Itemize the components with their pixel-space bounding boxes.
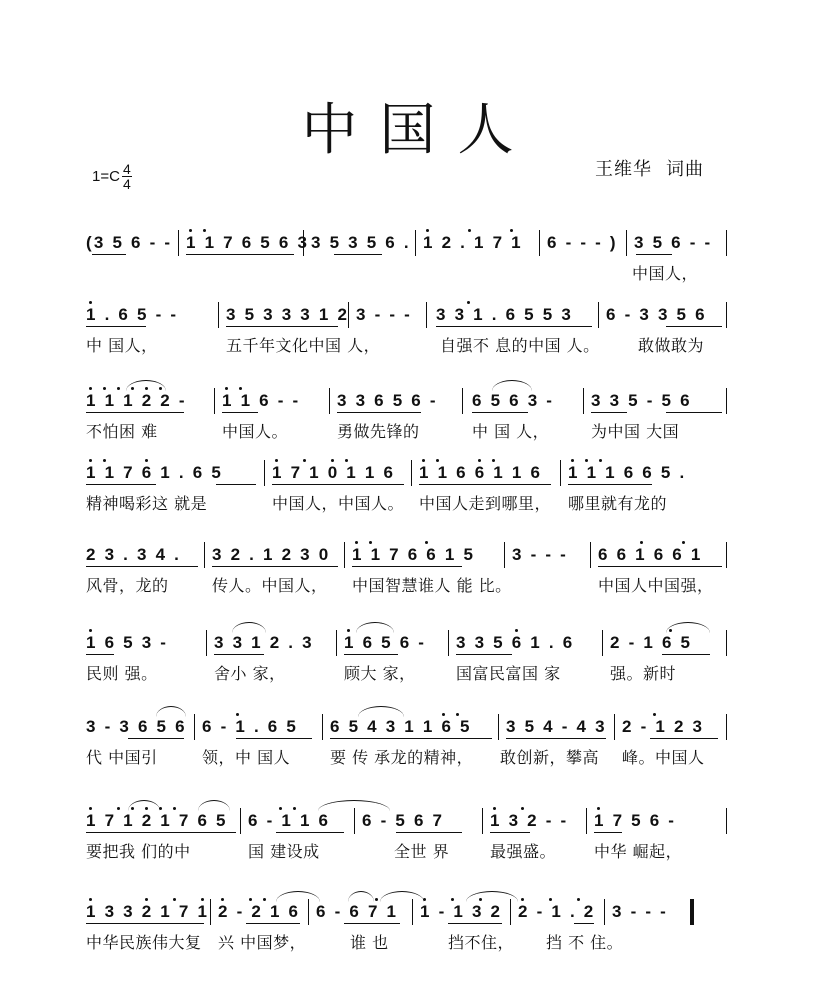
lyric: 中国人中国强， bbox=[598, 576, 714, 595]
measure: 1 1 1 2 2 - bbox=[86, 391, 187, 410]
bar-line bbox=[598, 302, 599, 328]
bar-line bbox=[726, 542, 727, 568]
underline bbox=[86, 923, 204, 924]
credit-role: 词曲 bbox=[666, 159, 704, 180]
notes-row bbox=[86, 540, 728, 570]
bar-line bbox=[604, 899, 605, 925]
bar-line bbox=[482, 808, 483, 834]
measure: 2 3 . 3 4 . bbox=[86, 545, 182, 564]
lyric: 国 建设成 bbox=[248, 842, 320, 861]
lyric: 全世 界 bbox=[394, 842, 450, 861]
underline bbox=[186, 254, 294, 255]
lyric: 风骨，龙的 bbox=[86, 576, 169, 595]
octave-dot bbox=[479, 898, 482, 901]
lyric: 中 国人， bbox=[86, 336, 158, 355]
underline bbox=[86, 412, 184, 413]
measure: 2 - 1 6 5 bbox=[610, 633, 693, 652]
bar-line bbox=[178, 230, 179, 256]
measure: (3 5 6 - - bbox=[86, 233, 173, 252]
octave-dot bbox=[131, 387, 134, 390]
underline bbox=[436, 326, 592, 327]
octave-dot bbox=[89, 898, 92, 901]
bar-line bbox=[586, 808, 587, 834]
octave-dot bbox=[585, 459, 588, 462]
bar-line bbox=[354, 808, 355, 834]
underline bbox=[666, 326, 722, 327]
underline bbox=[506, 738, 606, 739]
underline bbox=[86, 566, 198, 567]
octave-dot bbox=[436, 459, 439, 462]
octave-dot bbox=[577, 898, 580, 901]
octave-dot bbox=[331, 459, 334, 462]
measure: 3 3 1 2 . 3 bbox=[214, 633, 314, 652]
lyric: 舍小 家， bbox=[214, 664, 286, 683]
lyric: 中华 崛起， bbox=[594, 842, 683, 861]
underline bbox=[490, 832, 530, 833]
bar-line bbox=[614, 714, 615, 740]
score-line bbox=[86, 386, 728, 444]
octave-dot bbox=[203, 229, 206, 232]
bar-line bbox=[539, 230, 540, 256]
octave-dot bbox=[303, 459, 306, 462]
octave-dot bbox=[640, 541, 643, 544]
score-line bbox=[86, 540, 728, 598]
octave-dot bbox=[422, 459, 425, 462]
lyrics-row bbox=[86, 746, 728, 770]
lyric: 敢创新，攀高 bbox=[500, 748, 600, 767]
song-title: 中国人 bbox=[301, 98, 536, 163]
measure: 3 5 4 - 4 3 bbox=[506, 717, 607, 736]
measure: 2 - 1 . 2 bbox=[518, 902, 596, 921]
underline bbox=[246, 923, 300, 924]
octave-dot bbox=[426, 229, 429, 232]
measure: 1 6 5 3 - bbox=[86, 633, 169, 652]
octave-dot bbox=[145, 459, 148, 462]
lyric: 挡 不 住。 bbox=[546, 933, 624, 952]
lyrics-row bbox=[86, 420, 728, 444]
lyric: 中国人走到哪里， bbox=[419, 494, 552, 513]
octave-dot bbox=[89, 301, 92, 304]
octave-dot bbox=[492, 459, 495, 462]
bar-line bbox=[726, 388, 727, 414]
measure: 3 3 5 - 5 6 bbox=[591, 391, 692, 410]
octave-dot bbox=[89, 629, 92, 632]
bar-line bbox=[214, 388, 215, 414]
lyric: 兴 中国梦， bbox=[218, 933, 307, 952]
lyrics-row bbox=[86, 262, 728, 286]
octave-dot bbox=[468, 229, 471, 232]
measure: 1 7 1 0 1 1 6 bbox=[272, 463, 396, 482]
lyric: 要 传 承龙的精神， bbox=[330, 748, 474, 767]
measure: 6 - 5 6 7 bbox=[362, 811, 445, 830]
lyrics-row bbox=[86, 492, 728, 516]
octave-dot bbox=[293, 807, 296, 810]
bar-line bbox=[510, 899, 511, 925]
time-bottom: 4 bbox=[122, 176, 131, 192]
notes-row bbox=[86, 228, 728, 258]
score-line bbox=[86, 458, 728, 516]
octave-dot bbox=[103, 387, 106, 390]
score-line bbox=[86, 806, 728, 864]
octave-dot bbox=[236, 713, 239, 716]
octave-dot bbox=[355, 541, 358, 544]
octave-dot bbox=[521, 898, 524, 901]
octave-dot bbox=[173, 807, 176, 810]
underline bbox=[214, 654, 264, 655]
measure: 3 - - - bbox=[612, 902, 669, 921]
lyrics-row bbox=[86, 334, 728, 358]
octave-dot bbox=[89, 807, 92, 810]
octave-dot bbox=[375, 898, 378, 901]
octave-dot bbox=[145, 387, 148, 390]
bar-line bbox=[726, 230, 727, 256]
slur bbox=[156, 706, 186, 717]
bar-line bbox=[218, 302, 219, 328]
score-line bbox=[86, 897, 728, 955]
octave-dot bbox=[239, 387, 242, 390]
measure: 1 1 6 6 1 1 6 bbox=[419, 463, 543, 482]
measure: 1 7 5 6 - bbox=[594, 811, 677, 830]
bar-line bbox=[726, 714, 727, 740]
octave-dot bbox=[467, 301, 470, 304]
lyric: 中国智慧谁人 能 比。 bbox=[352, 576, 512, 595]
bar-line bbox=[726, 302, 727, 328]
lyric: 领，中 国人 bbox=[202, 748, 291, 767]
octave-dot bbox=[117, 807, 120, 810]
bar-line bbox=[204, 542, 205, 568]
bar-line bbox=[462, 388, 463, 414]
bar-line bbox=[590, 542, 591, 568]
underline bbox=[276, 832, 344, 833]
octave-dot bbox=[275, 459, 278, 462]
key-prefix: 1=C bbox=[92, 168, 120, 185]
underline bbox=[636, 254, 672, 255]
underline bbox=[650, 738, 718, 739]
lyrics-row bbox=[86, 662, 728, 686]
bar-line bbox=[583, 388, 584, 414]
measure: 6 6 1 6 6 1 bbox=[598, 545, 703, 564]
measure: 1 - 1 3 2 bbox=[420, 902, 503, 921]
bar-line bbox=[344, 542, 345, 568]
final-bar-line bbox=[690, 899, 694, 925]
lyric: 精神喝彩这 就是 bbox=[86, 494, 208, 513]
underline bbox=[568, 484, 652, 485]
lyric: 中国人， bbox=[632, 264, 699, 283]
underline bbox=[236, 738, 312, 739]
key-signature bbox=[92, 162, 132, 191]
octave-dot bbox=[493, 807, 496, 810]
measure: 1 . 6 5 - - bbox=[86, 305, 179, 324]
measure: 6 - 6 7 1 bbox=[316, 902, 399, 921]
octave-dot bbox=[478, 459, 481, 462]
measure: 6 - 1 1 6 bbox=[248, 811, 331, 830]
octave-dot bbox=[521, 807, 524, 810]
slur bbox=[466, 891, 518, 902]
octave-dot bbox=[201, 898, 204, 901]
slur bbox=[232, 622, 266, 633]
lyric: 中华民族伟大复 bbox=[86, 933, 202, 952]
underline bbox=[86, 484, 156, 485]
underline bbox=[662, 654, 710, 655]
octave-dot bbox=[597, 807, 600, 810]
bar-line bbox=[264, 460, 265, 486]
octave-dot bbox=[549, 898, 552, 901]
bar-line bbox=[726, 630, 727, 656]
bar-line bbox=[206, 630, 207, 656]
measure: 6 - 1 . 6 5 bbox=[202, 717, 299, 736]
lyric: 传人。中国人， bbox=[212, 576, 328, 595]
measure: 1 1 1 6 6 5 . bbox=[568, 463, 687, 482]
octave-dot bbox=[159, 807, 162, 810]
notes-row bbox=[86, 386, 728, 416]
octave-dot bbox=[117, 387, 120, 390]
lyric: 中国人。 bbox=[222, 422, 289, 441]
bar-line bbox=[240, 808, 241, 834]
notes-row bbox=[86, 628, 728, 658]
lyrics-row bbox=[86, 840, 728, 864]
lyric: 挡不住， bbox=[448, 933, 515, 952]
score-line bbox=[86, 300, 728, 358]
octave-dot bbox=[451, 898, 454, 901]
underline bbox=[352, 566, 462, 567]
slur bbox=[318, 800, 390, 811]
measure: 6 5 4 3 1 1 6 5 bbox=[330, 717, 472, 736]
lyric: 为中国 大国 bbox=[591, 422, 680, 441]
octave-dot bbox=[345, 459, 348, 462]
underline bbox=[86, 654, 114, 655]
octave-dot bbox=[173, 898, 176, 901]
measure: 3 2 . 1 2 3 0 bbox=[212, 545, 331, 564]
measure: 3 5 6 - - bbox=[634, 233, 713, 252]
bar-line bbox=[329, 388, 330, 414]
octave-dot bbox=[571, 459, 574, 462]
measure: 1 3 2 - - bbox=[490, 811, 569, 830]
measure: 1 7 1 2 1 7 6 5 bbox=[86, 811, 228, 830]
underline bbox=[666, 412, 722, 413]
measure: 2 - 1 2 3 bbox=[622, 717, 705, 736]
underline bbox=[330, 738, 492, 739]
measure: 1 1 7 6 6 1 5 bbox=[352, 545, 476, 564]
underline bbox=[344, 923, 400, 924]
measure: 6 - - - ) bbox=[547, 233, 618, 252]
lyric: 自强不 息的中国 人。 bbox=[440, 336, 600, 355]
octave-dot bbox=[369, 541, 372, 544]
octave-dot bbox=[456, 713, 459, 716]
octave-dot bbox=[669, 629, 672, 632]
underline bbox=[216, 484, 256, 485]
measure: 3 - - - bbox=[512, 545, 569, 564]
underline bbox=[456, 654, 512, 655]
lyric: 哪里就有龙的 bbox=[568, 494, 668, 513]
lyric: 五千年文化中国 人， bbox=[226, 336, 381, 355]
lyric: 代 中国引 bbox=[86, 748, 158, 767]
slur bbox=[198, 800, 230, 811]
underline bbox=[472, 412, 528, 413]
underline bbox=[574, 923, 594, 924]
lyric: 勇做先锋的 bbox=[337, 422, 420, 441]
underline bbox=[594, 832, 622, 833]
lyric: 强。新时 bbox=[610, 664, 677, 683]
slur bbox=[380, 891, 424, 902]
bar-line bbox=[602, 630, 603, 656]
underline bbox=[128, 738, 184, 739]
slur bbox=[356, 622, 394, 633]
lyric: 民则 强。 bbox=[86, 664, 158, 683]
underline bbox=[598, 566, 722, 567]
underline bbox=[226, 326, 338, 327]
lyric: 中 国 人， bbox=[472, 422, 550, 441]
notes-row bbox=[86, 806, 728, 836]
lyrics-row bbox=[86, 931, 728, 955]
octave-dot bbox=[425, 541, 428, 544]
underline bbox=[86, 326, 146, 327]
bar-line bbox=[303, 230, 304, 256]
measure: 3 - 3 6 5 6 bbox=[86, 717, 187, 736]
octave-dot bbox=[145, 898, 148, 901]
time-top: 4 bbox=[122, 161, 131, 177]
score-line bbox=[86, 628, 728, 686]
bar-line bbox=[498, 714, 499, 740]
octave-dot bbox=[89, 387, 92, 390]
underline bbox=[337, 412, 421, 413]
octave-dot bbox=[423, 898, 426, 901]
underline bbox=[86, 832, 236, 833]
bar-line bbox=[411, 460, 412, 486]
time-signature bbox=[122, 162, 132, 191]
notes-row bbox=[86, 712, 728, 742]
octave-dot bbox=[510, 229, 513, 232]
notes-row bbox=[86, 300, 728, 330]
underline bbox=[591, 412, 627, 413]
bar-line bbox=[504, 542, 505, 568]
underline bbox=[212, 566, 338, 567]
octave-dot bbox=[263, 898, 266, 901]
slur bbox=[276, 891, 320, 902]
lyric: 敢做敢为 bbox=[638, 336, 705, 355]
octave-dot bbox=[515, 629, 518, 632]
measure: 3 3 1 . 6 5 5 3 bbox=[436, 305, 573, 324]
measure: 1 3 3 2 1 7 1 bbox=[86, 902, 210, 921]
slur bbox=[348, 891, 374, 902]
measure: 1 2 . 1 7 1 bbox=[423, 233, 523, 252]
bar-line bbox=[210, 899, 211, 925]
lyric: 不怕困 难 bbox=[86, 422, 158, 441]
notes-row bbox=[86, 897, 728, 927]
score-line bbox=[86, 712, 728, 770]
slur bbox=[358, 706, 404, 717]
bar-line bbox=[560, 460, 561, 486]
bar-line bbox=[322, 714, 323, 740]
octave-dot bbox=[221, 898, 224, 901]
octave-dot bbox=[225, 387, 228, 390]
octave-dot bbox=[442, 713, 445, 716]
lyric: 国富民富国 家 bbox=[456, 664, 561, 683]
measure: 1 1 6 - - bbox=[222, 391, 301, 410]
underline bbox=[419, 484, 551, 485]
underline bbox=[344, 654, 398, 655]
underline bbox=[334, 254, 382, 255]
octave-dot bbox=[131, 807, 134, 810]
octave-dot bbox=[653, 713, 656, 716]
lyric: 顾大 家， bbox=[344, 664, 416, 683]
underline bbox=[272, 484, 404, 485]
underline bbox=[222, 412, 258, 413]
measure: 3 5 3 5 6 . bbox=[311, 233, 411, 252]
underline bbox=[396, 832, 462, 833]
octave-dot bbox=[189, 229, 192, 232]
lyrics-row bbox=[86, 574, 728, 598]
octave-dot bbox=[599, 459, 602, 462]
octave-dot bbox=[347, 629, 350, 632]
measure: 1 1 7 6 5 6 3 bbox=[186, 233, 310, 252]
bar-line bbox=[415, 230, 416, 256]
octave-dot bbox=[249, 898, 252, 901]
underline bbox=[92, 254, 126, 255]
lyric: 谁 也 bbox=[350, 933, 389, 952]
measure: 2 - 2 1 6 bbox=[218, 902, 301, 921]
measure: 1 6 5 6 - bbox=[344, 633, 427, 652]
underline bbox=[448, 923, 502, 924]
notes-row bbox=[86, 458, 728, 488]
octave-dot bbox=[279, 807, 282, 810]
bar-line bbox=[448, 630, 449, 656]
slur bbox=[492, 380, 532, 391]
octave-dot bbox=[159, 387, 162, 390]
measure: 3 - - - bbox=[356, 305, 413, 324]
bar-line bbox=[412, 899, 413, 925]
measure: 3 5 3 3 3 1 2 bbox=[226, 305, 350, 324]
bar-line bbox=[308, 899, 309, 925]
credit bbox=[595, 155, 704, 181]
lyric: 要把我 们的中 bbox=[86, 842, 191, 861]
score-line bbox=[86, 228, 728, 286]
slur bbox=[666, 622, 710, 633]
measure: 1 1 7 6 1 . 6 5 bbox=[86, 463, 223, 482]
bar-line bbox=[348, 302, 349, 328]
measure: 6 - 3 3 5 6 bbox=[606, 305, 707, 324]
octave-dot bbox=[145, 807, 148, 810]
measure: 6 5 6 3 - bbox=[472, 391, 555, 410]
bar-line bbox=[626, 230, 627, 256]
lyric: 最强盛。 bbox=[490, 842, 557, 861]
octave-dot bbox=[682, 541, 685, 544]
measure: 3 3 5 6 1 . 6 bbox=[456, 633, 575, 652]
octave-dot bbox=[89, 459, 92, 462]
lyric: 峰。中国人 bbox=[622, 748, 705, 767]
bar-line bbox=[194, 714, 195, 740]
bar-line bbox=[726, 808, 727, 834]
lyric: 中国人，中国人。 bbox=[272, 494, 405, 513]
bar-line bbox=[426, 302, 427, 328]
credit-author: 王维华 bbox=[595, 159, 652, 180]
bar-line bbox=[336, 630, 337, 656]
measure: 3 3 6 5 6 - bbox=[337, 391, 438, 410]
octave-dot bbox=[103, 459, 106, 462]
